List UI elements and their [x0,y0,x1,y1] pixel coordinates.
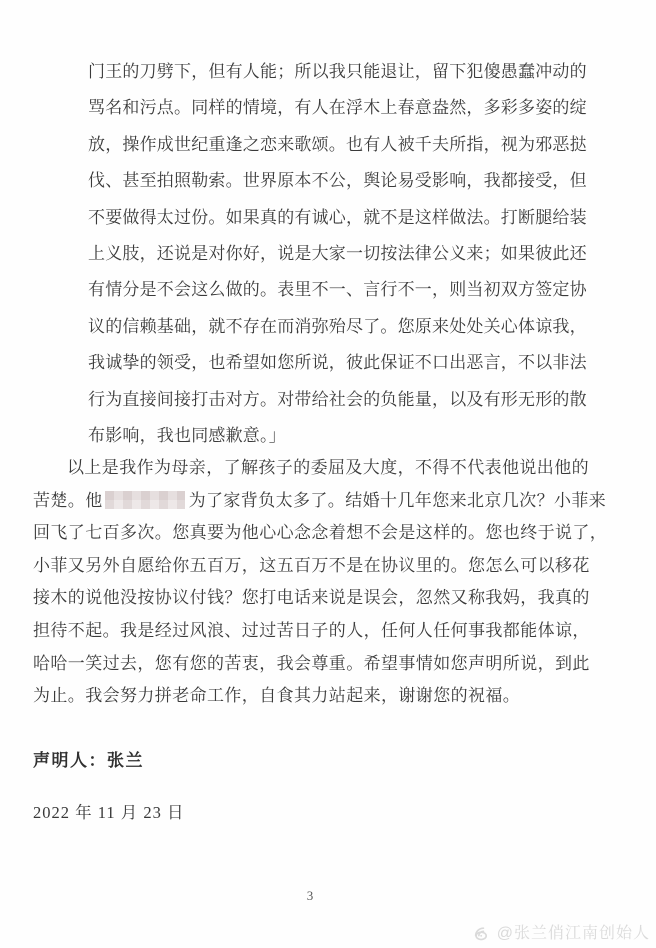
text-line: 担待不起。我是经过风浪、过过苦日子的人，任何人任何事我都能体谅， [33,620,590,640]
text-line: 哈哈一笑过去，您有您的苦衷，我会尊重。希望事情如您声明所说，到此 [33,653,590,673]
text-line: 以上是我作为母亲，了解孩子的委屈及大度，不得不代表他说出他的 [67,458,589,477]
text-line: 伐、甚至拍照勒索。世界原本不公，舆论易受影响，我都接受，但 [88,171,587,191]
text-segment: 苦楚。他 [33,490,103,510]
text-line-with-redaction [33,485,645,518]
censored-blur-block [105,491,185,509]
text-line: 议的信赖基础，就不存在而消弥殆尽了。您原来处处关心体谅我， [88,316,587,336]
watermark-text: @张兰俏江南创始人 [496,925,650,942]
text-line: 不要做得太过份。如果真的有诚心，就不是这样做法。打断腿给装 [88,207,587,227]
document-date: 2022 年 11 月 23 日 [33,803,185,822]
weibo-icon [472,921,494,943]
text-line: 骂名和污点。同样的情境，有人在浮木上春意盎然，多彩多姿的绽 [88,98,587,118]
text-line: 门王的刀劈下，但有人能；所以我只能退让，留下犯傻愚蠢冲动的 [88,62,587,81]
text-line: 上义肢，还说是对你好，说是大家一切按法律公义来；如果彼此还 [88,243,587,263]
body-paragraph-rest [33,517,645,713]
text-line: 布影响，我也同感歉意。」 [88,425,286,445]
text-line: 有情分是不会这么做的。表里不一、言行不一，则当初双方签定协 [88,280,587,300]
quoted-statement-block [88,54,598,454]
text-line: 为止。我会努力拼老命工作，自食其力站起来，谢谢您的祝福。 [33,686,521,706]
page-number: 3 [306,888,314,903]
text-line: 回飞了七百多次。您真要为他心心念念着想不会是这样的。您也终于说了， [33,523,608,543]
text-line: 接木的说他没按协议付钱？您打电话来说是误会，忽然又称我妈，我真的 [33,588,590,608]
text-segment: 为了家背负太多了。结婚十几年您来北京几次？小菲来 [188,490,607,510]
declarant-signature: 声明人：张兰 [33,751,144,770]
text-line: 小菲又另外自愿给你五百万，这五百万不是在协议里的。您怎么可以移花 [33,555,590,575]
text-line: 行为直接间接打击对方。对带给社会的负能量，以及有形无形的散 [88,389,587,409]
body-paragraph [33,452,645,713]
text-line: 放，操作成世纪重逢之恋来歌颂。也有人被千夫所指，视为邪恶挞 [88,134,587,154]
text-line: 我诚挚的领受，也希望如您所说，彼此保证不口出恶言，不以非法 [88,353,587,373]
weibo-watermark [472,920,650,943]
